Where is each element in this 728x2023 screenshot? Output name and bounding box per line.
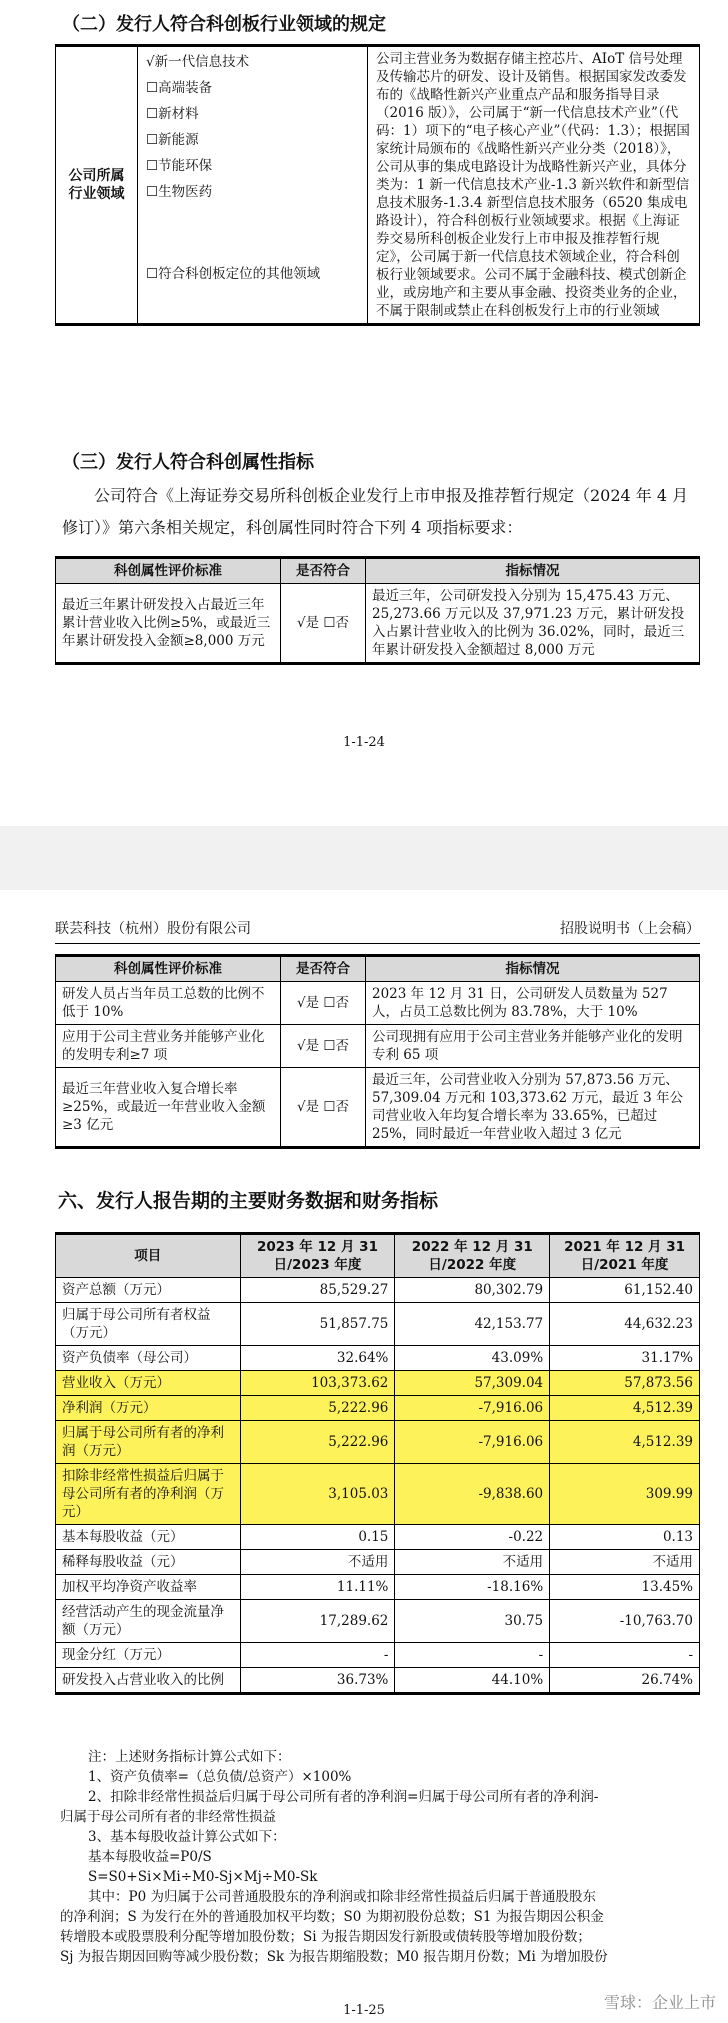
note-line: 其中：P0 为归属于公司普通股股东的净利润或扣除非经常性损益后归属于普通股股东 bbox=[88, 1889, 596, 1905]
fin-value: 42,153.77 bbox=[395, 1303, 550, 1346]
fin-row bbox=[56, 1525, 700, 1550]
fin-item-label: 扣除非经常性损益后归属于母公司所有者的净利润（万元） bbox=[56, 1464, 241, 1525]
fin-row bbox=[56, 1575, 700, 1600]
note-line: S=S0+Si×Mi÷M0-Sj×Mj÷M0-Sk bbox=[88, 1869, 318, 1885]
fin-row bbox=[56, 1421, 700, 1464]
page-gap bbox=[0, 826, 728, 890]
section-3-title: （三）发行人符合科创属性指标 bbox=[62, 452, 314, 473]
fin-item-label: 研发投入占营业收入的比例 bbox=[56, 1668, 241, 1694]
fin-row bbox=[56, 1303, 700, 1346]
fin-value: -0.22 bbox=[395, 1525, 550, 1550]
fin-item-label: 经营活动产生的现金流量净额（万元） bbox=[56, 1600, 241, 1643]
fin-value: 309.99 bbox=[550, 1464, 700, 1525]
fin-value: 26.74% bbox=[550, 1668, 700, 1694]
fin-value: 61,152.40 bbox=[550, 1278, 700, 1303]
note-line: 2、扣除非经常性损益后归属于母公司所有者的净利润=归属于母公司所有者的净利润- bbox=[88, 1789, 599, 1805]
fin-value: 5,222.96 bbox=[240, 1396, 395, 1421]
fin-value: 4,512.39 bbox=[550, 1396, 700, 1421]
fin-value: 44.10% bbox=[395, 1668, 550, 1694]
fin-row bbox=[56, 1371, 700, 1396]
fin-value: -7,916.06 bbox=[395, 1421, 550, 1464]
fin-value: 57,873.56 bbox=[550, 1371, 700, 1396]
fin-value: 85,529.27 bbox=[240, 1278, 395, 1303]
header-meets: 是否符合 bbox=[281, 558, 366, 584]
fin-row bbox=[56, 1600, 700, 1643]
note-line: 归属于母公司所有者的非经常性损益 bbox=[60, 1809, 276, 1825]
fin-row bbox=[56, 1278, 700, 1303]
option-energy-saving: ☐节能环保 bbox=[146, 158, 213, 174]
fin-value: 57,309.04 bbox=[395, 1371, 550, 1396]
status-rd-staff: 2023 年 12 月 31 日，公司研发人员数量为 527 人，占员工总数比例为 83.78%，大于 10% bbox=[366, 982, 700, 1025]
note-line: 基本每股收益=P0/S bbox=[88, 1849, 212, 1865]
fin-value: 4,512.39 bbox=[550, 1421, 700, 1464]
fin-header-2023: 2023 年 12 月 31 日/2023 年度 bbox=[240, 1234, 395, 1278]
status-rd-ratio: 最近三年，公司研发投入分别为 15,475.43 万元、25,273.66 万元以及 37,971.23 万元，累计研发投入占累计营业收入的比例为 36.02%，同时，最近三年累计研发投入金额超过 8,000 万元 bbox=[366, 584, 700, 664]
meets-revenue-growth: √是 ☐否 bbox=[281, 1068, 366, 1148]
page-header bbox=[55, 918, 700, 944]
fin-row bbox=[56, 1668, 700, 1694]
fin-value: 43.09% bbox=[395, 1346, 550, 1371]
fin-item-label: 资产总额（万元） bbox=[56, 1278, 241, 1303]
page-number-1: 1-1-24 bbox=[343, 735, 385, 750]
header-meets: 是否符合 bbox=[281, 956, 366, 982]
fin-value: 51,857.75 bbox=[240, 1303, 395, 1346]
fin-value: 不适用 bbox=[240, 1550, 395, 1575]
fin-item-label: 营业收入（万元） bbox=[56, 1371, 241, 1396]
option-high-end-equipment: ☐高端装备 bbox=[146, 80, 213, 96]
industry-options bbox=[138, 46, 368, 325]
industry-row-label: 公司所属行业领域 bbox=[56, 46, 138, 325]
industry-description: 公司主营业务为数据存储主控芯片、AIoT 信号处理及传输芯片的研发、设计及销售。根据国家发改委发布的《战略性新兴产业重点产品和服务指导目录（2016 版）》，公司属于“新一代信息技术产业”（代码：1）项下的“电子核心产业”（代码：1.3）；根据国家统计局颁布的《战略性新兴产业分类（2018）》，公司从事的集成电路设计为战略性新兴产业，具体分类为：1 新一代信息技术产业-1.3 新兴软件和新型信息技术服务-1.3.4 新型信息技术服务（6520 集成电路设计），符合科创板行业领域要求。根据《上海证券交易所科创板企业发行上市申报及推荐暂行规定》，公司属于新一代信息技术领域企业，符合科创板行业领域要求。公司不属于金融科技、模式创新企业，或房地产和主要从事金融、投资类业务的企业，不属于限制或禁止在科创板发行上市的行业领域 bbox=[368, 46, 700, 325]
fin-value: 17,289.62 bbox=[240, 1600, 395, 1643]
note-line: 注：上述财务指标计算公式如下： bbox=[88, 1749, 291, 1765]
header-status: 指标情况 bbox=[366, 558, 700, 584]
page-1 bbox=[0, 0, 728, 826]
fin-value: 不适用 bbox=[550, 1550, 700, 1575]
fin-row bbox=[56, 1550, 700, 1575]
option-other: ☐符合科创板定位的其他领域 bbox=[146, 266, 321, 282]
watermark: 雪球：企业上市 bbox=[603, 1993, 716, 2012]
fin-value: - bbox=[395, 1643, 550, 1668]
option-next-gen-it: √新一代信息技术 bbox=[146, 54, 250, 70]
fin-value: 13.45% bbox=[550, 1575, 700, 1600]
fin-value: -7,916.06 bbox=[395, 1396, 550, 1421]
header-criterion: 科创属性评价标准 bbox=[56, 956, 281, 982]
fin-row bbox=[56, 1643, 700, 1668]
note-line: 1、资产负债率=（总负债/总资产）×100% bbox=[88, 1769, 352, 1785]
fin-value: - bbox=[240, 1643, 395, 1668]
fin-value: 3,105.03 bbox=[240, 1464, 395, 1525]
company-name: 联芸科技（杭州）股份有限公司 bbox=[55, 921, 251, 937]
meets-patents: √是 ☐否 bbox=[281, 1025, 366, 1068]
criterion-rd-staff: 研发人员占当年员工总数的比例不低于 10% bbox=[56, 982, 281, 1025]
fin-value: 80,302.79 bbox=[395, 1278, 550, 1303]
criterion-rd-ratio: 最近三年累计研发投入占最近三年累计营业收入比例≥5%，或最近三年累计研发投入金额≥8,000 万元 bbox=[56, 584, 281, 664]
fin-value: 32.64% bbox=[240, 1346, 395, 1371]
fin-row bbox=[56, 1464, 700, 1525]
option-biomedicine: ☐生物医药 bbox=[146, 184, 213, 200]
fin-value: 30.75 bbox=[395, 1600, 550, 1643]
fin-row bbox=[56, 1396, 700, 1421]
fin-value: 0.13 bbox=[550, 1525, 700, 1550]
section-2-title: （二）发行人符合科创板行业领域的规定 bbox=[62, 14, 386, 35]
option-new-energy: ☐新能源 bbox=[146, 132, 199, 148]
fin-value: 0.15 bbox=[240, 1525, 395, 1550]
fin-item-label: 归属于母公司所有者的净利润（万元） bbox=[56, 1421, 241, 1464]
note-line: 3、基本每股收益计算公式如下： bbox=[88, 1829, 286, 1845]
header-criterion: 科创属性评价标准 bbox=[56, 558, 281, 584]
section-3-paragraph: 公司符合《上海证券交易所科创板企业发行上市申报及推荐暂行规定（2024 年 4 月修订）》第六条相关规定，科创属性同时符合下列 4 项指标要求： bbox=[62, 486, 689, 537]
document-type: 招股说明书（上会稿） bbox=[560, 921, 700, 937]
fin-item-label: 基本每股收益（元） bbox=[56, 1525, 241, 1550]
fin-header-2022: 2022 年 12 月 31 日/2022 年度 bbox=[395, 1234, 550, 1278]
sci-attr-table-1 bbox=[55, 556, 700, 665]
fin-value: -9,838.60 bbox=[395, 1464, 550, 1525]
fin-value: 103,373.62 bbox=[240, 1371, 395, 1396]
fin-value: - bbox=[550, 1643, 700, 1668]
fin-value: 11.11% bbox=[240, 1575, 395, 1600]
note-line: 转增股本或股票股利分配等增加股份数；Si 为报告期因发行新股或债转股等增加股份数； bbox=[60, 1929, 591, 1945]
fin-value: 44,632.23 bbox=[550, 1303, 700, 1346]
fin-item-label: 资产负债率（母公司） bbox=[56, 1346, 241, 1371]
criterion-revenue-growth: 最近三年营业收入复合增长率≥25%，或最近一年营业收入金额≥3 亿元 bbox=[56, 1068, 281, 1148]
fin-value: -18.16% bbox=[395, 1575, 550, 1600]
page-number-2: 1-1-25 bbox=[343, 2003, 385, 2018]
fin-value: 5,222.96 bbox=[240, 1421, 395, 1464]
fin-header-2021: 2021 年 12 月 31 日/2021 年度 bbox=[550, 1234, 700, 1278]
header-status: 指标情况 bbox=[366, 956, 700, 982]
industry-table bbox=[55, 44, 700, 326]
status-revenue-growth: 最近三年，公司营业收入分别为 57,873.56 万元、57,309.04 万元和 103,373.62 万元，最近 3 年公司营业收入年均复合增长率为 33.65%，已超过 25%，同时最近一年营业收入超过 3 亿元 bbox=[366, 1068, 700, 1148]
financial-table bbox=[55, 1232, 700, 1695]
section-6-title: 六、发行人报告期的主要财务数据和财务指标 bbox=[58, 1190, 439, 1212]
meets-rd-staff: √是 ☐否 bbox=[281, 982, 366, 1025]
fin-value: 36.73% bbox=[240, 1668, 395, 1694]
fin-header-item: 项目 bbox=[56, 1234, 241, 1278]
fin-value: 31.17% bbox=[550, 1346, 700, 1371]
fin-item-label: 加权平均净资产收益率 bbox=[56, 1575, 241, 1600]
fin-row bbox=[56, 1346, 700, 1371]
sci-attr-table-2 bbox=[55, 954, 700, 1149]
financial-table-body bbox=[56, 1278, 700, 1694]
fin-value: 不适用 bbox=[395, 1550, 550, 1575]
fin-item-label: 稀释每股收益（元） bbox=[56, 1550, 241, 1575]
fin-item-label: 净利润（万元） bbox=[56, 1396, 241, 1421]
fin-item-label: 现金分红（万元） bbox=[56, 1643, 241, 1668]
note-line: Sj 为报告期因回购等减少股份数；Sk 为报告期缩股数；M0 报告期月份数；Mi 为增加股份 bbox=[60, 1949, 608, 1965]
option-new-materials: ☐新材料 bbox=[146, 106, 199, 122]
status-patents: 公司现拥有应用于公司主营业务并能够产业化的发明专利 65 项 bbox=[366, 1025, 700, 1068]
fin-item-label: 归属于母公司所有者权益（万元） bbox=[56, 1303, 241, 1346]
notes bbox=[60, 1747, 710, 1967]
page-2 bbox=[0, 890, 728, 2023]
note-line: 的净利润；S 为发行在外的普通股加权平均数；S0 为期初股份总数；S1 为报告期因公积金 bbox=[60, 1909, 604, 1925]
criterion-patents: 应用于公司主营业务并能够产业化的发明专利≥7 项 bbox=[56, 1025, 281, 1068]
fin-value: -10,763.70 bbox=[550, 1600, 700, 1643]
meets-rd-ratio: √是 ☐否 bbox=[281, 584, 366, 664]
